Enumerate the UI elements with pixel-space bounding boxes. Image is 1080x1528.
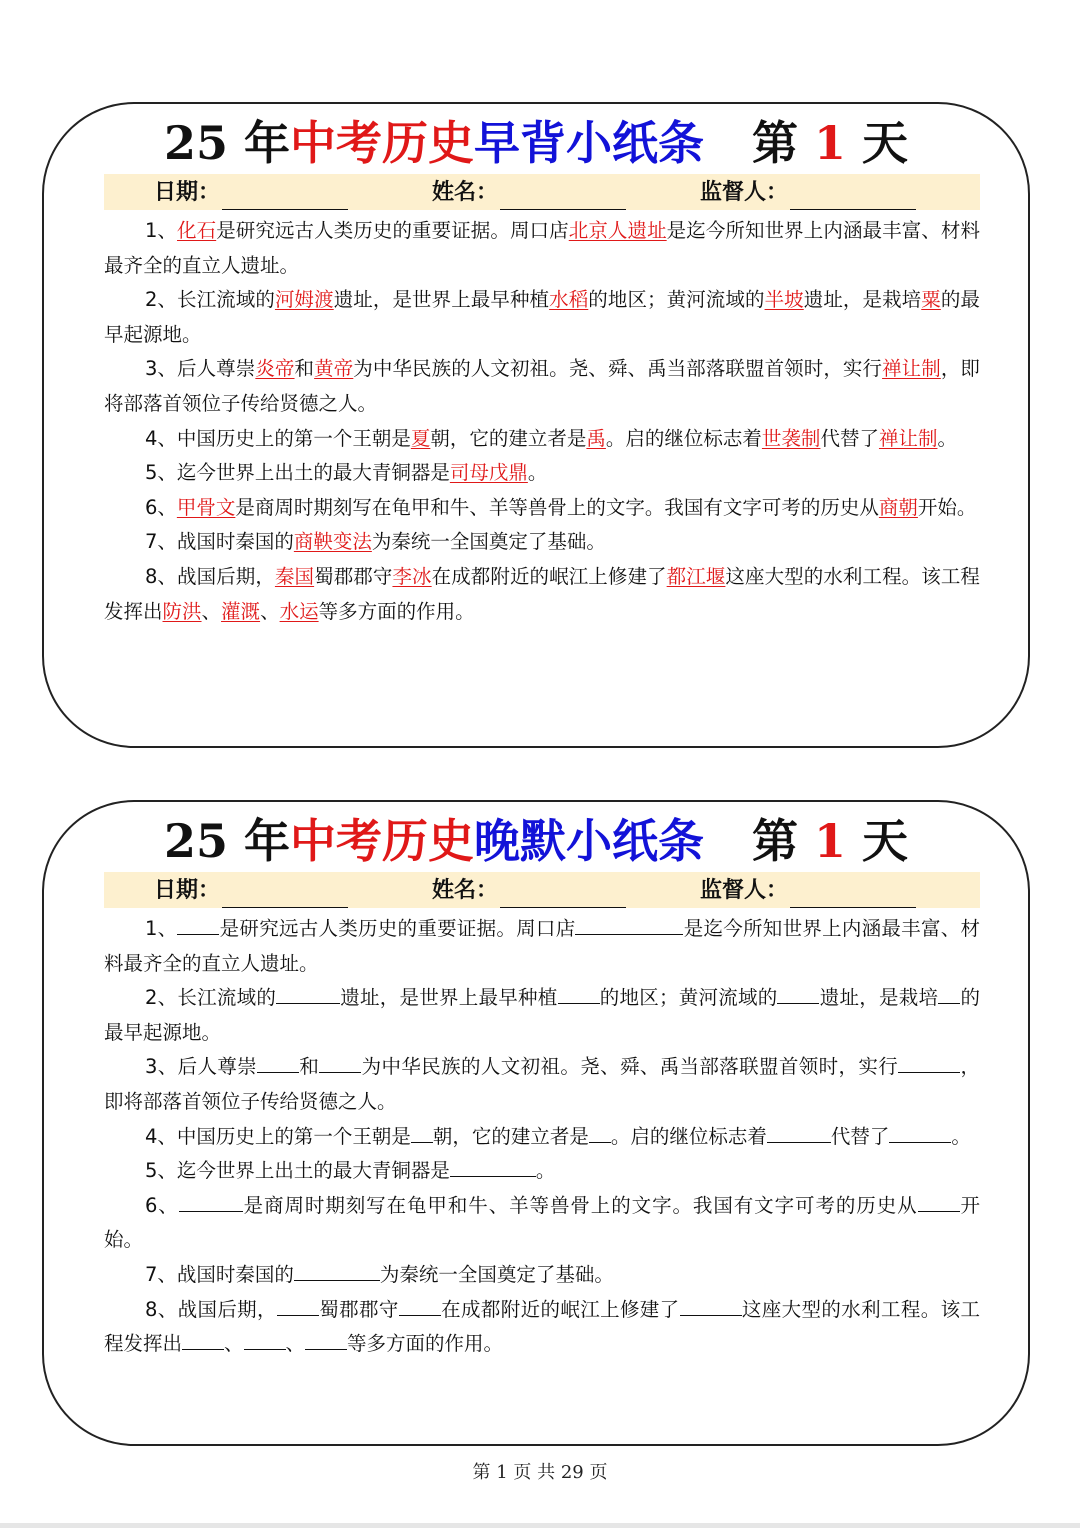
fill-blank[interactable] <box>179 1189 243 1212</box>
list-item: 6、 是商周时期刻写在龟甲和牛、羊等兽骨上的文字。我国有文字可考的历史从 开始。 <box>104 1189 980 1258</box>
name-field[interactable]: 姓名： <box>432 872 626 908</box>
answer: 商朝 <box>878 495 918 519</box>
list-item: 3、后人尊崇炎帝和黄帝为中华民族的人文初祖。尧、舜、禹当部落联盟首领时，实行禅让制，即将部落首领位子传给贤德之人。 <box>104 357 980 415</box>
list-item: 7、战国时秦国的 为秦统一全国奠定了基础。 <box>104 1258 980 1293</box>
answer: 灌溉 <box>221 599 261 623</box>
answer: 秦国 <box>274 564 315 588</box>
fill-blank[interactable] <box>244 1327 286 1350</box>
title-subject: 中考历史 <box>289 814 474 868</box>
answer: 化石 <box>177 219 217 242</box>
list-item: 3、后人尊崇 和 为中华民族的人文初祖。尧、舜、禹当部落联盟首领时，实行 ，即将部落首领位子传给贤德之人。 <box>104 1050 980 1119</box>
list-item: 5、迄今世界上出土的最大青铜器是司母戊鼎。 <box>144 461 548 485</box>
supervisor-field[interactable]: 监督人： <box>700 174 916 210</box>
title-year: 25 年 <box>163 116 290 170</box>
answer: 甲骨文 <box>176 495 236 519</box>
list-item: 2、长江流域的河姆渡遗址，是世界上最早种植水稻的地区；黄河流域的半坡遗址，是栽培粟的最早起源地。 <box>104 288 980 346</box>
fill-blank[interactable] <box>399 1293 441 1316</box>
fill-blank[interactable] <box>898 1050 960 1073</box>
fill-blank[interactable] <box>177 912 219 935</box>
list-item: 5、迄今世界上出土的最大青铜器是 。 <box>104 1154 980 1189</box>
fill-blank[interactable] <box>319 1050 361 1073</box>
fill-blank[interactable] <box>589 1120 611 1143</box>
answer: 商鞅变法 <box>293 530 372 554</box>
answer: 水运 <box>279 599 319 623</box>
fill-blank[interactable] <box>257 1050 299 1073</box>
title-kind: 晚默小纸条 <box>473 814 704 868</box>
list-item: 8、战国后期， 蜀郡郡守 在成都附近的岷江上修建了 这座大型的水利工程。该工程发挥出 、 、 等多方面的作用。 <box>104 1293 980 1362</box>
title-day-post: 天 <box>862 814 909 868</box>
fill-blank[interactable] <box>575 912 683 935</box>
title-subject: 中考历史 <box>289 116 474 170</box>
bottom-divider <box>0 1523 1080 1528</box>
answer: 半坡 <box>764 288 804 312</box>
fill-blank[interactable] <box>294 1258 380 1281</box>
page-number: 第 1 页 共 29 页 <box>472 1462 608 1483</box>
title-year: 25 年 <box>163 814 290 868</box>
evening-dictation-card <box>42 800 1030 1446</box>
fill-blank[interactable] <box>305 1327 347 1350</box>
fill-blank[interactable] <box>411 1120 433 1143</box>
answer: 都江堰 <box>666 564 726 588</box>
title-day-pre: 第 <box>751 116 798 170</box>
card-body <box>104 214 980 629</box>
list-item: 4、中国历史上的第一个王朝是 朝，它的建立者是 。启的继位标志着 代替了 。 <box>104 1120 980 1155</box>
morning-recite-card <box>42 102 1030 748</box>
answer: 世袭制 <box>761 426 821 450</box>
title-day-pre: 第 <box>751 814 798 868</box>
name-field[interactable]: 姓名： <box>432 174 626 210</box>
fill-blank[interactable] <box>182 1327 224 1350</box>
fill-blank[interactable] <box>777 981 819 1004</box>
title-day-num: 1 <box>814 116 847 170</box>
title-kind: 早背小纸条 <box>473 116 704 170</box>
answer: 禅让制 <box>878 426 938 450</box>
supervisor-field[interactable]: 监督人： <box>700 872 916 908</box>
info-bar <box>104 174 980 210</box>
fill-blank[interactable] <box>918 1189 960 1212</box>
answer: 禹 <box>586 426 606 450</box>
answer: 夏 <box>410 426 431 450</box>
list-item: 6、甲骨文是商周时期刻写在龟甲和牛、羊等兽骨上的文字。我国有文字可考的历史从商朝开始。 <box>144 495 977 519</box>
info-bar <box>104 872 980 908</box>
fill-blank[interactable] <box>938 981 960 1004</box>
list-item: 2、长江流域的 遗址，是世界上最早种植 的地区；黄河流域的 遗址，是栽培 的最早起源地。 <box>104 981 980 1050</box>
fill-blank[interactable] <box>450 1154 536 1177</box>
fill-blank[interactable] <box>276 981 340 1004</box>
list-item: 1、 是研究远古人类历史的重要证据。周口店 是迄今所知世界上内涵最丰富、材料最齐全的直立人遗址。 <box>104 912 980 981</box>
answer: 禅让制 <box>882 357 941 381</box>
answer: 粟 <box>921 288 941 312</box>
list-item: 1、化石是研究远古人类历史的重要证据。周口店北京人遗址是迄今所知世界上内涵最丰富、材料最齐全的直立人遗址。 <box>104 219 980 277</box>
list-item: 4、中国历史上的第一个王朝是夏朝，它的建立者是禹。启的继位标志着世袭制代替了禅让制。 <box>144 426 957 450</box>
answer: 北京人遗址 <box>568 219 667 242</box>
card-title <box>44 810 1028 872</box>
answer: 黄帝 <box>314 357 354 381</box>
answer: 水稻 <box>549 288 589 312</box>
answer: 防洪 <box>162 599 202 623</box>
answer: 河姆渡 <box>274 288 334 312</box>
date-field[interactable]: 日期： <box>154 872 348 908</box>
fill-blank[interactable] <box>558 981 600 1004</box>
fill-blank[interactable] <box>277 1293 319 1316</box>
fill-blank[interactable] <box>889 1120 951 1143</box>
card-title <box>44 112 1028 174</box>
list-item: 8、战国后期，秦国蜀郡郡守李冰在成都附近的岷江上修建了都江堰这座大型的水利工程。该工程发挥出防洪、灌溉、水运等多方面的作用。 <box>104 564 980 623</box>
answer: 司母戊鼎 <box>449 461 528 485</box>
title-day-num: 1 <box>814 814 847 868</box>
title-day-post: 天 <box>862 116 909 170</box>
card-body <box>104 912 980 1362</box>
answer: 炎帝 <box>255 357 295 381</box>
date-field[interactable]: 日期： <box>154 174 348 210</box>
answer: 李冰 <box>392 564 432 588</box>
fill-blank[interactable] <box>680 1293 742 1316</box>
fill-blank[interactable] <box>767 1120 831 1143</box>
list-item: 7、战国时秦国的商鞅变法为秦统一全国奠定了基础。 <box>144 530 606 554</box>
